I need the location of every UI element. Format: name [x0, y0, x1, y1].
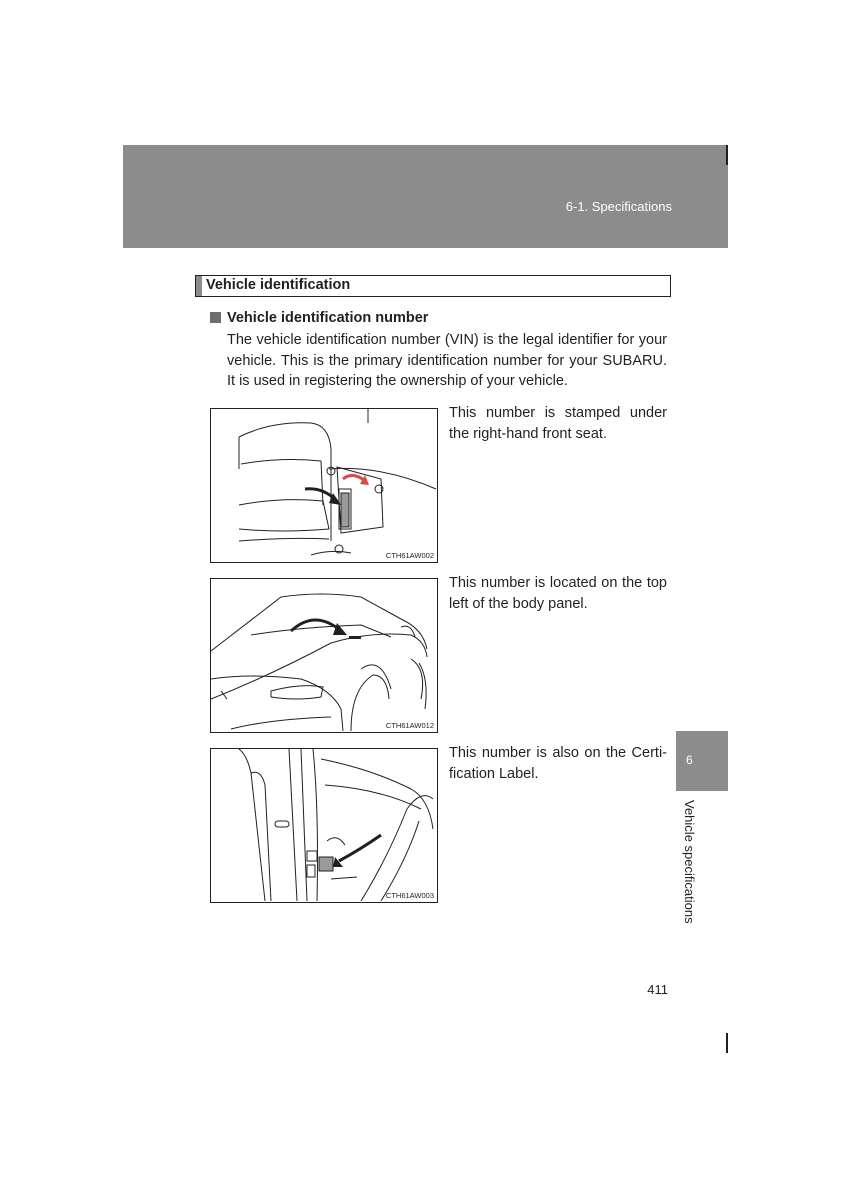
subsection-heading	[210, 310, 428, 326]
door-pillar-illustration	[211, 749, 437, 902]
figure-caption: This number is located on the top left of the body panel.	[449, 575, 667, 612]
crop-mark	[726, 1033, 728, 1053]
vin-description: The vehicle identification number (VIN) is the legal identifier for your vehicle. This is the primary identification number for your SUBARU. It is used in registering the ownership of your vehicle.	[227, 332, 667, 389]
figure-caption: This number is also on the Certi-fication Label.	[449, 745, 667, 782]
chapter-tab	[676, 731, 728, 791]
figure-code: CTH61AW002	[385, 551, 434, 560]
section-title: Vehicle identification	[206, 277, 351, 293]
section-marker	[196, 276, 202, 296]
subsection-title: Vehicle identification number	[227, 310, 429, 326]
figure-seat-vin	[210, 408, 438, 563]
figure-door-pillar-vin	[210, 748, 438, 903]
figure-windshield-vin	[210, 578, 438, 733]
crop-mark	[726, 145, 728, 165]
chapter-number: 6	[686, 753, 693, 767]
page-number: 411	[647, 982, 668, 997]
figure-code: CTH61AW012	[385, 721, 434, 730]
figure-code: CTH61AW003	[385, 891, 434, 900]
chapter-tab-label: Vehicle specifications	[682, 800, 697, 924]
chapter-heading: 6-1. Specifications	[565, 199, 672, 214]
seat-illustration	[211, 409, 437, 562]
bullet-square-icon	[210, 312, 221, 323]
section-heading-bar	[195, 275, 671, 297]
car-front-illustration	[211, 579, 437, 732]
figure-caption: This number is stamped under the right-hand front seat.	[449, 405, 667, 442]
header-band	[123, 145, 728, 248]
